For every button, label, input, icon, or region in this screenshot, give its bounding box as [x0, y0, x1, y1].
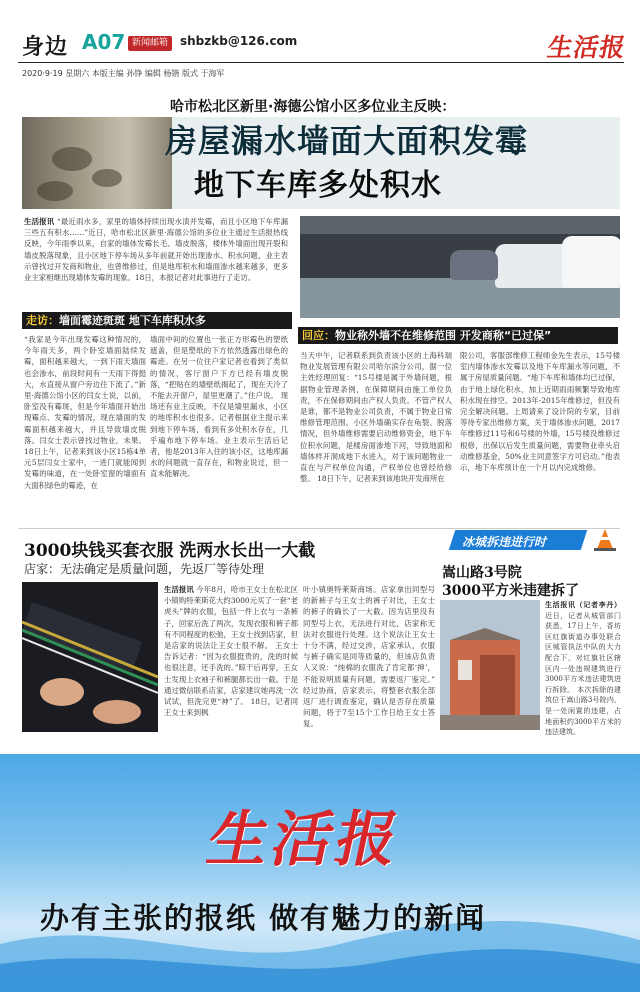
- ribbon-label: 冰城拆违进行时: [462, 535, 547, 549]
- story1-lead: [24, 216, 288, 283]
- demolition-photo: [440, 600, 540, 730]
- story2-subheadline: 店家：无法确定是质量问题，先返厂等待处理: [24, 562, 265, 576]
- story2-headline: 3000块钱买套衣服 洗两水长出一大截: [24, 541, 316, 561]
- story3-byline: 生活报讯（记者李丹）: [545, 600, 621, 609]
- clothing-photo: [22, 582, 158, 732]
- story2-byline: 生活报讯: [164, 585, 194, 594]
- story1-subhead-response: [298, 327, 618, 344]
- sub2-text: 物业称外墙不在维修范围 开发商称“已过保”: [335, 329, 552, 342]
- story3-body: [545, 600, 621, 738]
- story1-headline-line2: 地下车库多处积水: [194, 168, 442, 203]
- story1-byline: 生活报讯: [24, 217, 55, 226]
- sub1-tag: 走访：: [26, 314, 59, 327]
- story1-column-a: “我家是今年出现发霉这种情况的，今年雨天多，两个卧室墙面陆续发霉，面积越来越大，一到下雨天墙面也会渗水，前段时间有一天雨下得挺大，水直接从窗户旁边往下流了。”新里·海德公馆小区的闫女士说，以前，卧室没有霉斑，但是今年墙面开始出现霉点、发霉的情况，现在墙面的发霉面积越来越大，并且导致墙皮脱落。闫女士表示曾找过物业，未果。 18日上午，记者来到该小区15栋4单元5层闫女士家中，一进门就能闻到发霉的味道，在一处卧室窗的墙面有大面积绿色的霉迹，在: [24, 335, 146, 490]
- story1-subhead-visit: [22, 312, 292, 329]
- story2-text-a: 今年8月，哈市王女士在松北区小镇购特莱斯花大约3000元买了一套“老虎头”牌的衣服，包括一件上衣与一条裤子，回家后洗了两次，发现衣服和裤子都有不同程度的松弛，王女士找到店家，但是店家的说法让王女士很不解。 王女士告诉记者：“因为衣服挺贵的，洗的时候也很注意，还手洗的。”晾干后再穿，王女士发现上衣袖子和裤腿都长出一截。于是通过微信联系店家，店家建议她再洗一次试试，但洗完更“神”了。 18日，记者同王女士来到枫: [164, 585, 298, 718]
- story2-column-a: [164, 584, 298, 718]
- story1-headline-line1: 房屋漏水墙面大面积发霉: [165, 122, 529, 160]
- story1-column-c: 当天中午，记者联系到负责该小区的上海科瑞物业发展管理有限公司哈尔滨分公司，据一位主姓经理回复：“15号楼是属于外墙问题，根据物业管理条例，在保障期间由施工单位负责，不在保修期间由产权人负责。不管产权人是谁，都不是物业公司负责，不属于物业日常维修管理范围。小区外墙确实存在龟裂、脱落情况，但外墙维修需要启动维修资金，地下车位积水问题，是楼房面渗地下河，导致地面和墙体样开洞成地下水进入，对于该问题物业一直在与产权单位沟通，产权单位也曾经给修整。 18日下午，记者来到该地块开发商所在: [300, 351, 452, 484]
- ad-slogan: 办有主张的报纸 做有魅力的新闻: [40, 901, 487, 935]
- clothing-illustration: [22, 582, 158, 732]
- sub1-text: 墙面霉迹斑斑 地下车库积水多: [59, 314, 206, 327]
- house-advertisement: [0, 754, 640, 992]
- story1-kicker: 哈市松北区新里·海德公馆小区多位业主反映：: [170, 99, 456, 115]
- sub2-tag: 回应：: [302, 329, 335, 342]
- mailbox-badge: 新闻邮箱: [128, 36, 172, 51]
- story3-headline-line1: 嵩山路3号院: [442, 565, 522, 581]
- traffic-cone-icon: [592, 528, 618, 552]
- section-name: 身边: [22, 35, 69, 60]
- story1-lead-text: “最近雨水多，家里的墙体持续出现水渍并发霉，而且小区地下车库漏三些五有积水……”近日，哈市松北区新里·海德公馆的多位业主通过生活报热线反映，今年雨季以来，自家的墙体发霉长毛、墙皮脱落，楼体外墙面出现开裂和墙皮脱落现象，且小区地下停车场从多年前就开始出现渗水、积水问题，业主表示曾找过开发商和物业，也曾维修过，但是地库积水和墙面渗水越来越多，更多业主家相继出现墙体发霉的现象。18日，本报记者对此事进行了走访。: [24, 217, 288, 283]
- date-line: 2020·9·19 星期六 本版主编 孙铮 编辑 杨锴 版式 于海军: [22, 69, 225, 78]
- page-number: A07: [82, 30, 126, 54]
- ad-brand-logo: 生活报: [201, 805, 409, 875]
- flooded-garage-photo: [300, 216, 620, 318]
- mold-wall-photo: [22, 117, 172, 209]
- masthead-divider: [18, 62, 624, 63]
- demolition-illustration: [440, 600, 540, 730]
- story3-headline-line2: 3000平方米违建拆了: [442, 583, 579, 599]
- story2-column-b: 叶小镇奥特莱斯商场。店家拿出同型号的新裤子与王女士的裤子对比，王女士的裤子的确长了一大截。因为店里没有同型号上衣，无法进行对比，店家称无法对衣服进行处理。这个说法让王女士十分不满，经过交涉，店家承认，衣服与裤子确实是同等质量的，但该店负责人又说：“纯棉的衣服洗了肯定都‘抻’，不能说明质量有问题，需要返厂鉴定。” 经过协商，店家表示，将整套衣服全部返厂进行调查鉴定，确认是否存在质量问题，将于7至15个工作日给王女士答复。: [303, 585, 435, 729]
- story3-text: 近日，记者从城管部门获悉，17日上午，香坊区红旗街道办事处联合区城管执法中队的大力配合下，对红旗社区辖区内一处违规建筑进行3000平方米违法建筑进行拆除。 本次拆除的建筑位于嵩山路3号院内，是一处闲置的违建，占地面积约3000平方米的违法建筑。: [545, 611, 621, 737]
- story1-column-b: 墙面中间的位置也一张正方形霉色的塑纸遮盖，但是塑纸的下方依然透露出绿色的霉迹。在另一位住户家记者也看到了类似的情况，客厅窗户下方已经有墙皮脱落，“把贴在的墙壁纸揭起了，现在天冷了不能去开窗户，屋里更潮了。”住户说。 现场还有业主反映，不仅是墙里漏水，小区的地库积水也很多。记者根据业主提示来到地下停车场，看到有多处积水存在，几乎遍布地下停车场。业主表示生活后记者，他是2013年入住的该小区，这地库漏水的问题就一直存在，和物业说过，但一直未能解决。: [150, 335, 288, 479]
- contact-email[interactable]: shbzkb@126.com: [180, 34, 298, 48]
- story1-column-d: 限公司，客服部维修工程师金先生表示，15号楼室内墙体渗水发霉以及地下车库漏水等问题，不属于房屋质量问题。“地下车库和墙体均已过保，由于地上绿化积水，加上近期雨雨频繁导致地库积水现在排空。2013年-2015年维修过，但没有完全解决问题。上周请来了设计院的专家，目前等待专家出维修方案，关于墙体渗水问题，2017年维修过11号和6号楼的外墙，15号楼没维修过根修，出保以后发生质量问题，需要物业牵头启动维修基金，50%业主同意签字方可启动。”他表示，地下车库预计在一个月以内完成维修。: [460, 351, 620, 473]
- section-ribbon: [452, 528, 618, 552]
- newspaper-logo: 生活报: [545, 33, 629, 62]
